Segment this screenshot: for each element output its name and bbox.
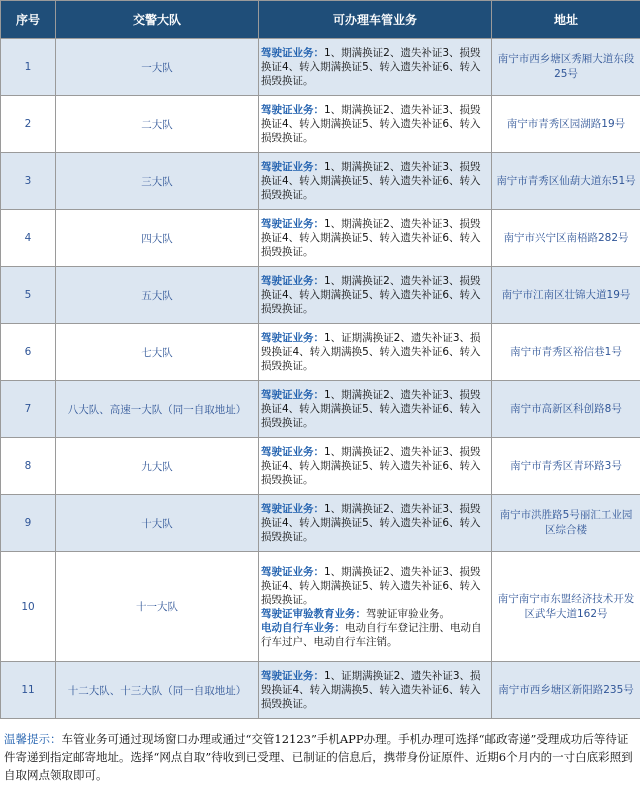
team-name: 三大队 bbox=[56, 153, 259, 210]
table-row bbox=[1, 96, 640, 153]
header-address: 地址 bbox=[492, 1, 640, 39]
address: 南宁南宁市东盟经济技术开发区武华大道162号 bbox=[492, 552, 640, 662]
address: 南宁市青秀区青环路3号 bbox=[492, 438, 640, 495]
team-name: 四大队 bbox=[56, 210, 259, 267]
business-entry bbox=[261, 445, 489, 487]
business-cell bbox=[259, 153, 492, 210]
business-entry bbox=[261, 669, 489, 711]
business-entry bbox=[261, 331, 489, 373]
team-name: 十大队 bbox=[56, 495, 259, 552]
business-category: 驾驶证业务： bbox=[261, 566, 324, 578]
row-number: 6 bbox=[1, 324, 56, 381]
business-category: 驾驶证业务： bbox=[261, 218, 324, 230]
address: 南宁市高新区科创路8号 bbox=[492, 381, 640, 438]
business-entry bbox=[261, 565, 489, 607]
business-category: 驾驶证审验教育业务： bbox=[261, 608, 366, 620]
row-number: 9 bbox=[1, 495, 56, 552]
business-items: 1、期满换证2、遗失补证3、损毁换证4、转入期满换证5、转入遗失补证6、转入损毁换证。 bbox=[261, 218, 481, 258]
team-name: 八大队、高速一大队（同一自取地址） bbox=[56, 381, 259, 438]
business-entry bbox=[261, 103, 489, 145]
table-row bbox=[1, 324, 640, 381]
business-items: 1、期满换证2、遗失补证3、损毁换证4、转入期满换证5、转入遗失补证6、转入损毁换证。 bbox=[261, 503, 481, 543]
row-number: 8 bbox=[1, 438, 56, 495]
team-name: 一大队 bbox=[56, 39, 259, 96]
business-items: 1、期满换证2、遗失补证3、损毁换证4、转入期满换证5、转入遗失补证6、转入损毁换证。 bbox=[261, 104, 481, 144]
table-row bbox=[1, 39, 640, 96]
business-entry bbox=[261, 502, 489, 544]
business-entry bbox=[261, 46, 489, 88]
business-category: 驾驶证业务： bbox=[261, 503, 324, 515]
business-items: 1、期满换证2、遗失补证3、损毁换证4、转入期满换证5、转入遗失补证6、转入损毁换证。 bbox=[261, 275, 481, 315]
row-number: 3 bbox=[1, 153, 56, 210]
table-body bbox=[1, 39, 640, 719]
business-items: 驾驶证审验业务。 bbox=[366, 608, 450, 620]
business-cell bbox=[259, 662, 492, 719]
business-cell bbox=[259, 438, 492, 495]
business-cell bbox=[259, 267, 492, 324]
business-category: 驾驶证业务： bbox=[261, 446, 324, 458]
address: 南宁市西乡塘区新阳路235号 bbox=[492, 662, 640, 719]
business-items: 1、期满换证2、遗失补证3、损毁换证4、转入期满换证5、转入遗失补证6、转入损毁换证。 bbox=[261, 161, 481, 201]
table-header-row bbox=[1, 1, 640, 39]
table-row bbox=[1, 438, 640, 495]
business-cell bbox=[259, 324, 492, 381]
business-items: 1、期满换证2、遗失补证3、损毁换证4、转入期满换证5、转入遗失补证6、转入损毁换证。 bbox=[261, 446, 481, 486]
business-category: 驾驶证业务： bbox=[261, 332, 324, 344]
business-category: 驾驶证业务： bbox=[261, 104, 324, 116]
table-row bbox=[1, 153, 640, 210]
row-number: 5 bbox=[1, 267, 56, 324]
business-cell bbox=[259, 381, 492, 438]
table-row bbox=[1, 662, 640, 719]
address: 南宁市青秀区仙葫大道东51号 bbox=[492, 153, 640, 210]
row-number: 1 bbox=[1, 39, 56, 96]
table-row bbox=[1, 267, 640, 324]
table-row bbox=[1, 381, 640, 438]
business-category: 驾驶证业务： bbox=[261, 275, 324, 287]
business-items: 1、期满换证2、遗失补证3、损毁换证4、转入期满换证5、转入遗失补证6、转入损毁换证。 bbox=[261, 47, 481, 87]
business-category: 驾驶证业务： bbox=[261, 670, 324, 682]
business-cell bbox=[259, 210, 492, 267]
business-items: 1、证期满换证2、遗失补证3、损毁换证4、转入期满换5、转入遗失补证6、转入损毁换证。 bbox=[261, 332, 481, 372]
team-name: 七大队 bbox=[56, 324, 259, 381]
address: 南宁市西乡塘区秀厢大道东段25号 bbox=[492, 39, 640, 96]
header-no: 序号 bbox=[1, 1, 56, 39]
business-entry bbox=[261, 607, 489, 621]
business-entry bbox=[261, 217, 489, 259]
business-items: 1、证期满换证2、遗失补证3、损毁换证4、转入期满换5、转入遗失补证6、转入损毁换证。 bbox=[261, 670, 481, 710]
table-row bbox=[1, 495, 640, 552]
team-name: 五大队 bbox=[56, 267, 259, 324]
business-category: 驾驶证业务： bbox=[261, 161, 324, 173]
team-name: 十二大队、十三大队（同一自取地址） bbox=[56, 662, 259, 719]
business-entry bbox=[261, 274, 489, 316]
row-number: 7 bbox=[1, 381, 56, 438]
business-items: 1、期满换证2、遗失补证3、损毁换证4、转入期满换证5、转入遗失补证6、转入损毁换证。 bbox=[261, 389, 481, 429]
table-row bbox=[1, 210, 640, 267]
business-items: 1、期满换证2、遗失补证3、损毁换证4、转入期满换证5、转入遗失补证6、转入损毁换证。 bbox=[261, 566, 481, 606]
business-cell bbox=[259, 96, 492, 153]
address: 南宁市兴宁区南梧路282号 bbox=[492, 210, 640, 267]
row-number: 10 bbox=[1, 552, 56, 662]
notice-label: 温馨提示： bbox=[4, 732, 62, 746]
table-row bbox=[1, 552, 640, 662]
address: 南宁市青秀区园湖路19号 bbox=[492, 96, 640, 153]
business-category: 电动自行车业务： bbox=[261, 622, 345, 634]
row-number: 2 bbox=[1, 96, 56, 153]
header-team: 交警大队 bbox=[56, 1, 259, 39]
business-entry bbox=[261, 388, 489, 430]
business-cell bbox=[259, 552, 492, 662]
row-number: 4 bbox=[1, 210, 56, 267]
business-cell bbox=[259, 39, 492, 96]
business-category: 驾驶证业务： bbox=[261, 389, 324, 401]
address: 南宁市江南区壮锦大道19号 bbox=[492, 267, 640, 324]
business-cell bbox=[259, 495, 492, 552]
row-number: 11 bbox=[1, 662, 56, 719]
header-business: 可办理车管业务 bbox=[259, 1, 492, 39]
address: 南宁市洪胜路5号丽汇工业园区综合楼 bbox=[492, 495, 640, 552]
notice bbox=[0, 728, 640, 801]
team-name: 二大队 bbox=[56, 96, 259, 153]
team-name: 十一大队 bbox=[56, 552, 259, 662]
team-name: 九大队 bbox=[56, 438, 259, 495]
business-entry bbox=[261, 160, 489, 202]
business-entry bbox=[261, 621, 489, 649]
business-category: 驾驶证业务： bbox=[261, 47, 324, 59]
address: 南宁市青秀区裕信巷1号 bbox=[492, 324, 640, 381]
notice-text: 车管业务可通过现场窗口办理或通过“交管12123”手机APP办理。手机办理可选择“邮政寄递”受理成功后等待证件寄递到指定邮寄地址。选择“网点自取”待收到已受理、已制证的信息后，携带身份证原件、近期6个月内的一寸白底彩照到自取网点领取即可。 bbox=[4, 732, 633, 782]
business-items: 电动自行车登记注册、电动自行车过户、电动自行车注销。 bbox=[261, 622, 482, 648]
